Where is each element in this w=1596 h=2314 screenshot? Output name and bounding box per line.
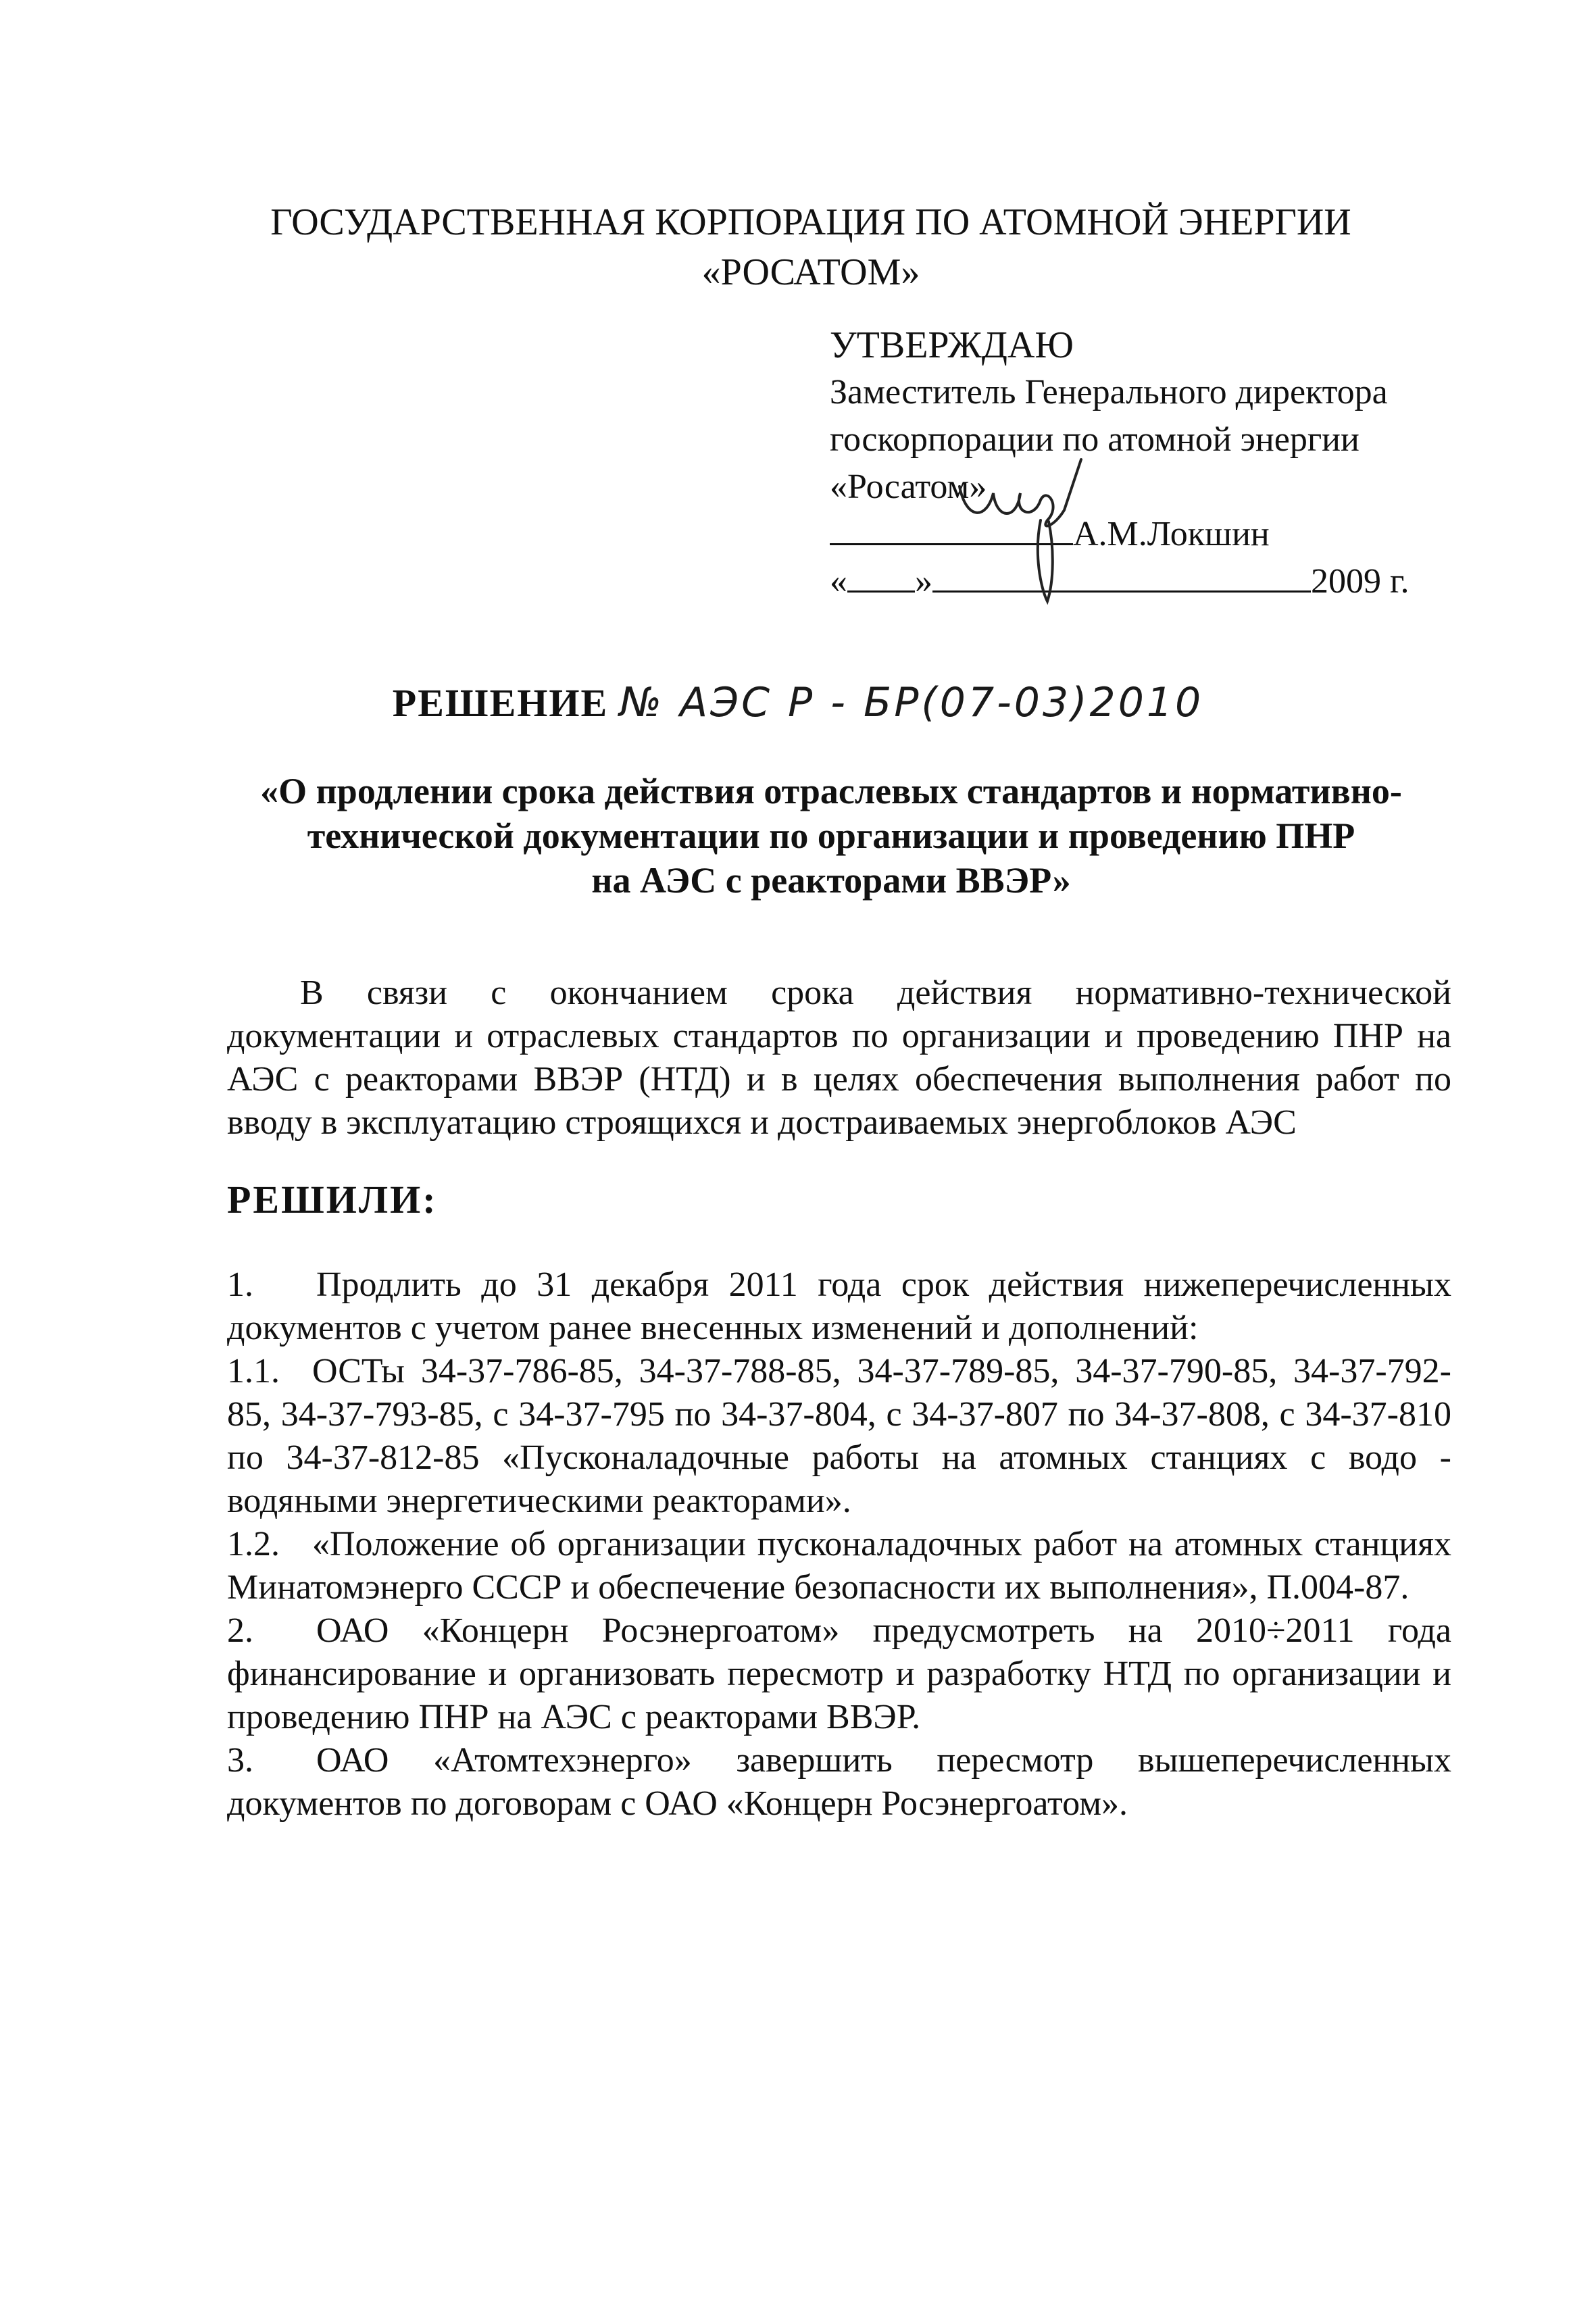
day-blank (847, 561, 915, 593)
signer-name: А.М.Локшин (1073, 515, 1270, 553)
item-text: ОАО «Атомтехэнерго» завершить пересмотр вышеперечисленных документов по договорам с ОАО «Концерн Росэнергоатом». (227, 1741, 1451, 1823)
resolution-item (227, 1523, 1451, 1609)
header-line-1: ГОСУДАРСТВЕННАЯ КОРПОРАЦИЯ ПО АТОМНОЙ ЭНЕРГИИ (270, 201, 1351, 243)
resolved-heading: РЕШИЛИ: (227, 1178, 438, 1222)
date-open-quote: « (830, 562, 847, 601)
approval-title: УТВЕРЖДАЮ (830, 324, 1074, 366)
organization-header (203, 197, 1419, 297)
date-year: 2009 г. (1311, 562, 1410, 601)
subject-line-1: «О продлении срока действия отраслевых стандартов и нормативно- (260, 771, 1402, 811)
item-text: Продлить до 31 декабря 2011 года срок действия нижеперечисленных документов с учетом ранее внесенных изменений и дополнений: (227, 1265, 1451, 1347)
resolution-item (227, 1263, 1451, 1350)
date-line (830, 558, 1438, 605)
approval-position-line-1: Заместитель Генерального директора (830, 373, 1388, 411)
signature-line (830, 511, 1438, 558)
decision-number: № АЭС Р - БР(07-03)2010 (619, 679, 1204, 726)
decision-label: РЕШЕНИЕ (392, 681, 609, 725)
signature-image (946, 446, 1095, 608)
resolution-items (227, 1263, 1451, 1826)
date-close-quote: » (915, 562, 932, 601)
approval-block (830, 322, 1438, 605)
resolution-item (227, 1350, 1451, 1523)
item-number: 1.1. (227, 1352, 280, 1390)
decision-title (0, 679, 1596, 726)
item-text: ОСТы 34-37-786-85, 34-37-788-85, 34-37-789-85, 34-37-790-85, 34-37-792-85, 34-37-793-85, с 34-37-795 по 34-37-804, с 34-37-807 по 34-37-808, с 34-37-810 по 34-37-812-85 «Пусконаладочные работы на атомных станциях с водо - водяными энергетическими реакторами». (227, 1352, 1451, 1520)
header-line-2: «РОСАТОМ» (701, 251, 920, 293)
item-number: 1.2. (227, 1525, 280, 1563)
decision-subject (223, 769, 1439, 903)
item-number: 3. (227, 1741, 253, 1780)
approval-position-line-3: «Росатом» (830, 468, 987, 506)
item-text: ОАО «Концерн Росэнергоатом» предусмотреть на 2010÷2011 года финансирование и организовать пересмотр и разработку НТД по организации и проведению ПНР на АЭС с реакторами ВВЭР. (227, 1611, 1451, 1736)
item-text: «Положение об организации пусконаладочных работ на атомных станциях Минатомэнерго СССР и обеспечение безопасности их выполнения», П.004-87. (227, 1525, 1451, 1607)
approval-position-line-2: госкорпорации по атомной энергии (830, 420, 1360, 459)
resolution-item (227, 1609, 1451, 1739)
preamble-paragraph: В связи с окончанием срока действия нормативно-технической документации и отраслевых стандартов по организации и проведению ПНР на АЭС с реакторами ВВЭР (НТД) и в целях обеспечения выполнения работ по вводу в эксплуатацию строящихся и достраиваемых энергоблоков АЭС (227, 974, 1451, 1142)
item-number: 1. (227, 1265, 253, 1304)
preamble-section (227, 972, 1451, 1145)
resolution-item (227, 1739, 1451, 1826)
item-number: 2. (227, 1611, 253, 1650)
subject-line-3: на АЭС с реакторами ВВЭР» (591, 860, 1071, 901)
subject-line-2: технической документации по организации и проведению ПНР (307, 815, 1355, 856)
